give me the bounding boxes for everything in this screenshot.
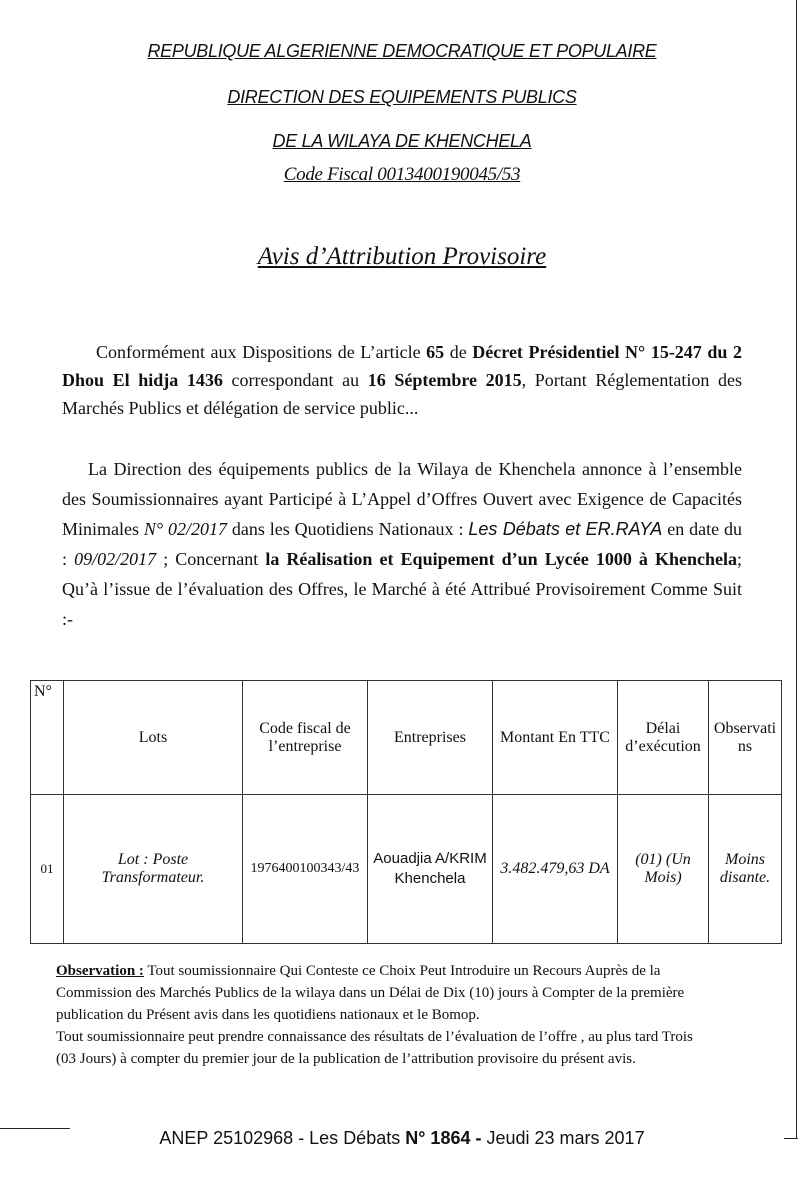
text: Conformément aux Dispositions de L’article [96,342,427,362]
text: dans les Quotidiens Nationaux : [227,519,469,539]
observation-label: Observation : [56,963,144,979]
footer-publication [0,1126,804,1150]
project-name: la Réalisation et Equipement d’un Lycée 1000 à Khenchela [265,549,737,569]
attribution-table [30,680,782,944]
observation-text-2: Tout soumissionnaire peut prendre connaissance des résultats de l’évaluation de l’offre , au plus tard Trois (03 Jours) à compter du premier jour de la publication de l’attribution provisoire du présent avis. [56,1029,693,1067]
text: La Direction des équipements publics de la Wilaya de Khenchela annonce à l’ensemble des Soumissionnaires ayant Participé à L’Appel d’Offres Ouvert avec Exigence de Capacités Minimales [62,459,742,539]
table-header-row [31,681,782,795]
footer-date: Jeudi 23 mars 2017 [481,1128,645,1148]
header-direction: DIRECTION DES EQUIPEMENTS PUBLICS [227,87,577,107]
paragraph-dispositions [62,338,742,422]
text: de [444,342,473,362]
footer-ref: ANEP 25102968 - Les Débats [159,1128,406,1148]
paragraph-annonce [62,454,742,634]
cell-lot: Lot : Poste Transformateur. [64,795,243,944]
cell-no: 01 [31,795,64,944]
text: , Portant Réglementation des Marchés Publics et délégation de service public... [62,370,742,418]
table-row [31,795,782,944]
cell-observation: Moins disante. [709,795,782,944]
text: en date du : [62,519,742,569]
header-lots: Lots [64,681,243,795]
observation-note [56,960,714,1070]
observation-text: Tout soumissionnaire Qui Conteste ce Choix Peut Introduire un Recours Auprès de la Commission des Marchés Publics de la wilaya dans un Délai de Dix (10) jours à Compter de la première publication du Présent avis dans les quotidiens nationaux et le Bomop. [56,963,685,1023]
footer-issue: N° 1864 - [405,1128,482,1148]
text: correspondant au [222,370,368,390]
newspapers: Les Débats et ER.RAYA [468,519,663,539]
header-delai: Délai d’exécution [618,681,709,795]
header-entreprises: Entreprises [368,681,493,795]
publication-date: 09/02/2017 [74,549,157,569]
emphasis: Décret Présidentiel N° 15-247 du 2 Dhou El hidja 1436 [62,342,742,390]
header-code-fiscal: Code fiscal de l’entreprise [243,681,368,795]
header-republic: REPUBLIQUE ALGERIENNE DEMOCRATIQUE ET POPULAIRE [147,41,657,61]
header-wilaya: DE LA WILAYA DE KHENCHELA [272,131,532,151]
cell-code-fiscal: 1976400100343/43 [243,795,368,944]
emphasis: 16 Séptembre 2015 [367,370,522,390]
cell-montant: 3.482.479,63 DA [493,795,618,944]
text: ; Concernant [156,549,266,569]
cell-delai: (01) (Un Mois) [618,795,709,944]
header-code-fiscal: Code Fiscal 0013400190045/53 [283,164,521,185]
header-no: N° [31,681,64,795]
header-observations: Observati ns [709,681,782,795]
text: ; Qu’à l’issue de l’évaluation des Offres, le Marché à été Attribué Provisoirement Comme Suit :- [62,549,742,629]
emphasis: 65 [426,342,445,362]
appel-offres-number: N° 02/2017 [143,519,227,539]
cell-entreprise: Aouadjia A/KRIM Khenchela [368,795,493,944]
page-title: Avis d’Attribution Provisoire [257,243,547,270]
header-montant: Montant En TTC [493,681,618,795]
